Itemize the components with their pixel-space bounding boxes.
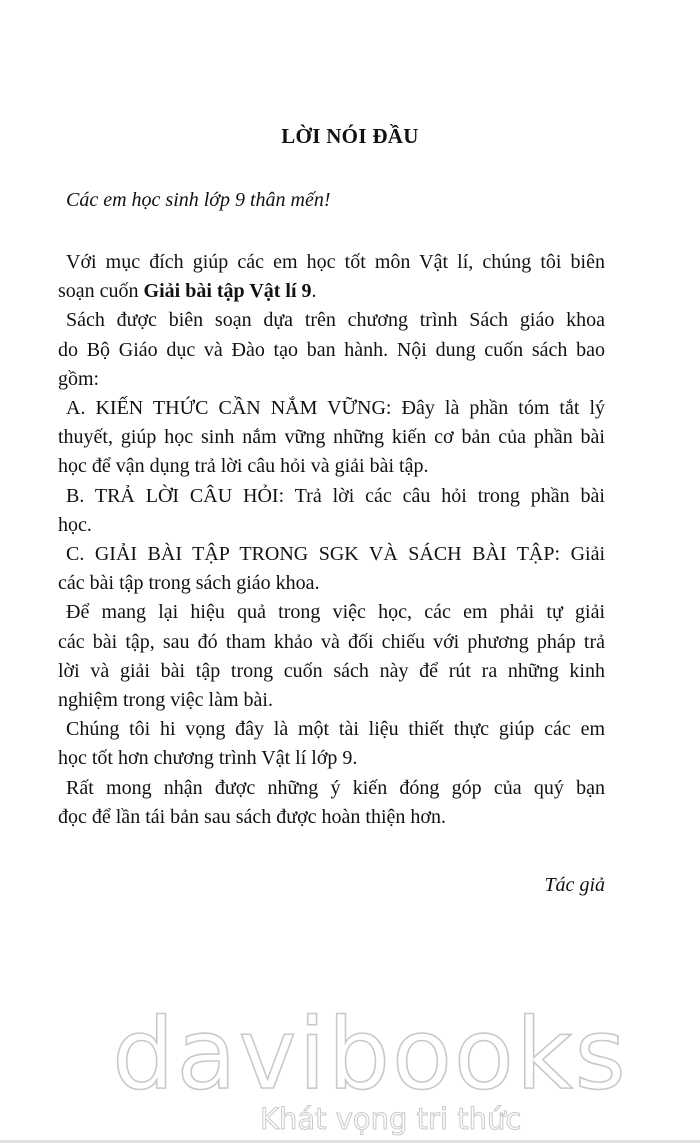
- paragraph: [58, 598, 605, 715]
- signature: Tác giả: [544, 874, 605, 896]
- text-line: Với mục đích giúp các em học tốt môn Vật lí, chúng tôi biên: [66, 251, 605, 273]
- paragraph: [58, 248, 605, 306]
- watermark: [0, 998, 700, 1136]
- watermark-tagline: Khát vọng tri thức: [260, 1102, 522, 1136]
- text-line: đọc để lần tái bản sau sách được hoàn thiện hơn.: [58, 805, 446, 828]
- text-line: Sách được biên soạn dựa trên chương trình Sách giáo khoa: [66, 309, 605, 332]
- text-line: học để vận dụng trả lời câu hỏi và giải bài tập.: [58, 455, 429, 478]
- text-line: các bài tập, sau đó tham khảo và đối chiếu với phương pháp trả: [58, 630, 605, 653]
- text-line: A. KIẾN THỨC CẦN NẮM VỮNG: Đây là phần tóm tắt lý: [66, 397, 605, 420]
- text-line: soạn cuốn Giải bài tập Vật lí 9.: [58, 280, 317, 303]
- text-line: nghiệm trong việc làm bài.: [58, 689, 273, 712]
- text-line: B. TRẢ LỜI CÂU HỎI: Trả lời các câu hỏi trong phần bài: [66, 484, 605, 507]
- watermark-logo: davibooks: [112, 998, 628, 1112]
- body-text: [58, 248, 605, 832]
- text-line: gồm:: [58, 367, 100, 390]
- text-line: C. GIẢI BÀI TẬP TRONG SGK VÀ SÁCH BÀI TẬP: Giải: [66, 543, 605, 566]
- text-line: các bài tập trong sách giáo khoa.: [58, 572, 320, 595]
- book-title: Giải bài tập Vật lí 9: [143, 280, 312, 303]
- text-line: Rất mong nhận được những ý kiến đóng góp của quý bạn: [66, 776, 605, 799]
- paragraph: [58, 715, 605, 773]
- paragraph: [58, 774, 605, 832]
- paragraph: [58, 306, 605, 394]
- text-line: học.: [58, 513, 92, 536]
- text-line: Để mang lại hiệu quả trong việc học, các em phải tự giải: [66, 601, 605, 624]
- text-line: học tốt hơn chương trình Vật lí lớp 9.: [58, 747, 358, 770]
- paragraph: [58, 394, 605, 482]
- greeting-line: Các em học sinh lớp 9 thân mến!: [66, 189, 331, 211]
- text-line: do Bộ Giáo dục và Đào tạo ban hành. Nội dung cuốn sách bao: [58, 338, 605, 361]
- paragraph: [58, 540, 605, 598]
- text-line: thuyết, giúp học sinh nắm vững những kiến cơ bản của phần bài: [58, 426, 605, 449]
- text-line: lời và giải bài tập trong cuốn sách này để rút ra những kinh: [58, 659, 605, 682]
- page-heading: LỜI NÓI ĐẦU: [281, 124, 419, 148]
- text-line: Chúng tôi hi vọng đây là một tài liệu thiết thực giúp các em: [66, 718, 605, 741]
- paragraph: [58, 482, 605, 540]
